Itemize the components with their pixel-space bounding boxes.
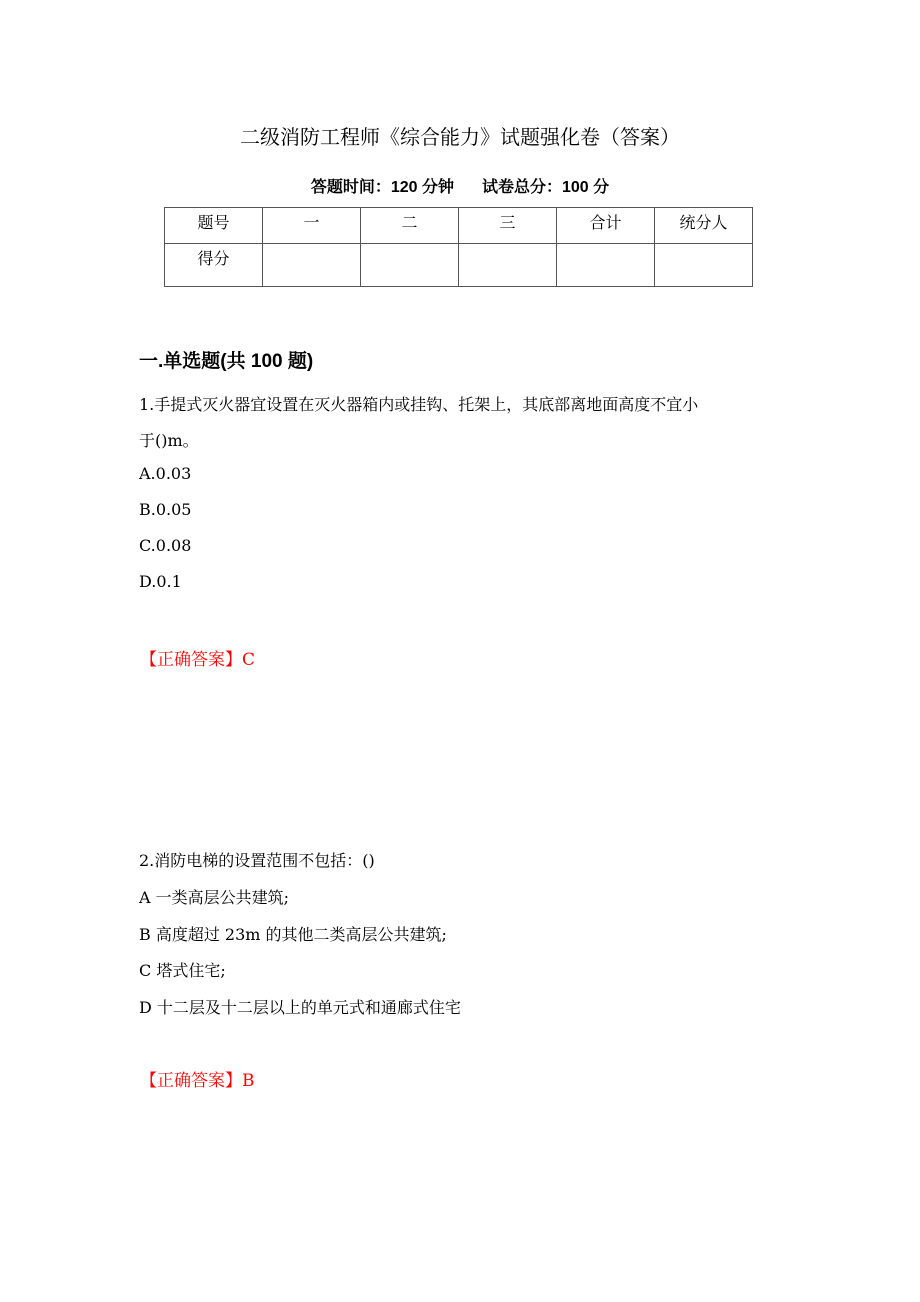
table-header: 一 [263,208,361,244]
score-table [164,207,753,287]
score-cell [459,244,557,287]
exam-info [0,174,920,197]
option: A.0.03 [139,464,192,483]
table-header: 合计 [557,208,655,244]
option: B.0.05 [139,500,192,519]
score-cell [361,244,459,287]
table-header: 统分人 [655,208,753,244]
correct-answer: 【正确答案】C [140,650,256,670]
table-header: 三 [459,208,557,244]
table-header: 二 [361,208,459,244]
score-cell [557,244,655,287]
correct-answer: 【正确答案】B [140,1071,255,1091]
option: C.0.08 [139,536,192,555]
section-heading: 一.单选题(共 100 题) [139,351,314,372]
question-text: 于()m。 [139,431,199,450]
exam-time: 答题时间：120 分钟 [310,179,454,196]
table-header: 题号 [165,208,263,244]
question-text: 2.消防电梯的设置范围不包括：() [139,851,375,870]
option: B 高度超过 23m 的其他二类高层公共建筑; [139,925,447,944]
total-score: 试卷总分：100 分 [482,179,610,196]
score-cell [263,244,361,287]
option: D 十二层及十二层以上的单元式和通廊式住宅 [139,998,461,1017]
row-label: 得分 [165,244,263,287]
question-text: 1.手提式灭火器宜设置在灭火器箱内或挂钩、托架上，其底部离地面高度不宜小 [139,395,699,414]
option: A 一类高层公共建筑; [139,888,290,907]
page-title: 二级消防工程师《综合能力》试题强化卷（答案） [240,125,680,149]
option: D.0.1 [139,572,182,591]
option: C 塔式住宅; [139,961,226,980]
score-cell [655,244,753,287]
